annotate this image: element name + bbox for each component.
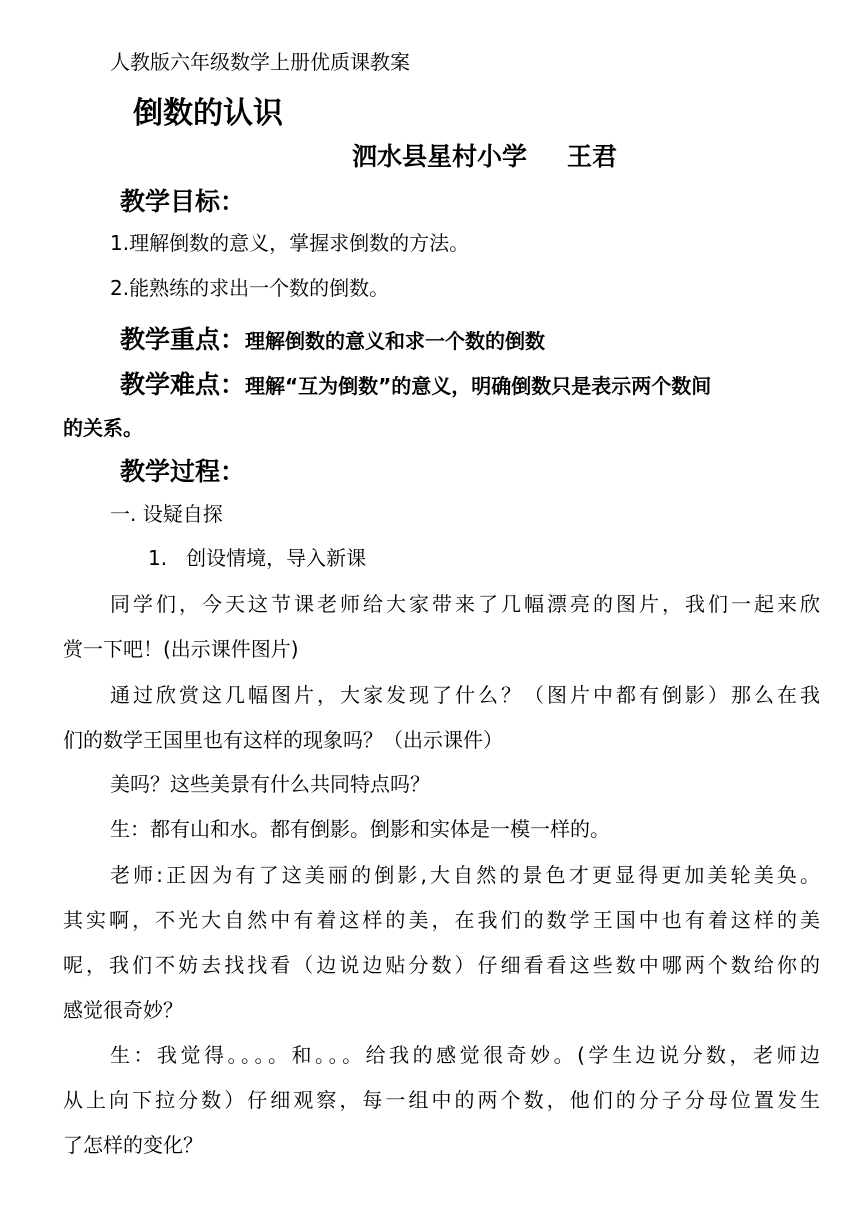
key-point-text: 理解倒数的意义和求一个数的倒数 <box>245 329 546 353</box>
paragraph-1-line-1: 同学们，今天这节课老师给大家带来了几幅漂亮的图片，我们一起来欣 <box>110 592 820 616</box>
paragraph-5-line-1: 老师:正因为有了这美丽的倒影,大自然的景色才更显得更加美轮美奂。 <box>110 863 820 887</box>
objective-item-2: 2.能熟练的求出一个数的倒数。 <box>110 276 390 300</box>
paragraph-2-line-1: 通过欣赏这几幅图片，大家发现了什么？（图片中都有倒影）那么在我 <box>110 683 820 707</box>
objective-item-1: 1.理解倒数的意义，掌握求倒数的方法。 <box>110 231 470 255</box>
paragraph-6-line-1: 生：我觉得。。。。和。。。给我的感觉很奇妙。(学生边说分数，老师边 <box>110 1043 820 1067</box>
lesson-title: 倒数的认识 <box>133 96 283 131</box>
paragraph-5-line-3: 呢，我们不妨去找找看（边说边贴分数）仔细看看这些数中哪两个数给你的 <box>63 953 820 977</box>
process-part-1: 一. 设疑自探 <box>110 502 223 526</box>
difficult-point-text-cont: 的关系。 <box>63 416 143 440</box>
document-header: 人教版六年级数学上册优质课教案 <box>110 50 410 74</box>
paragraph-3: 美吗？这些美景有什么共同特点吗？ <box>110 772 430 796</box>
paragraph-5-line-2: 其实啊，不光大自然中有着这样的美，在我们的数学王国中也有着这样的美 <box>63 908 820 932</box>
process-step-1: 1. 创设情境，导入新课 <box>148 546 367 570</box>
paragraph-6-line-3: 了怎样的变化？ <box>63 1133 203 1157</box>
process-heading: 教学过程： <box>120 457 246 486</box>
key-point <box>120 320 545 356</box>
difficult-point-label: 教学难点： <box>120 370 246 399</box>
paragraph-4: 生：都有山和水。都有倒影。倒影和实体是一模一样的。 <box>110 817 610 841</box>
difficult-point <box>120 365 711 401</box>
paragraph-5-line-4: 感觉很奇妙？ <box>63 998 183 1022</box>
difficult-point-text: 理解“互为倒数”的意义，明确倒数只是表示两个数间 <box>245 374 712 398</box>
paragraph-6-line-2: 从上向下拉分数）仔细观察，每一组中的两个数，他们的分子分母位置发生 <box>63 1088 820 1112</box>
objectives-heading: 教学目标： <box>120 187 246 216</box>
paragraph-1-line-2: 赏一下吧！(出示课件图片) <box>63 637 299 661</box>
author-name: 王君 <box>567 142 618 171</box>
author-line <box>352 137 617 173</box>
author-school: 泗水县星村小学 <box>352 142 528 171</box>
paragraph-2-line-2: 们的数学王国里也有这样的现象吗？（出示课件） <box>63 728 503 752</box>
key-point-label: 教学重点： <box>120 325 246 354</box>
